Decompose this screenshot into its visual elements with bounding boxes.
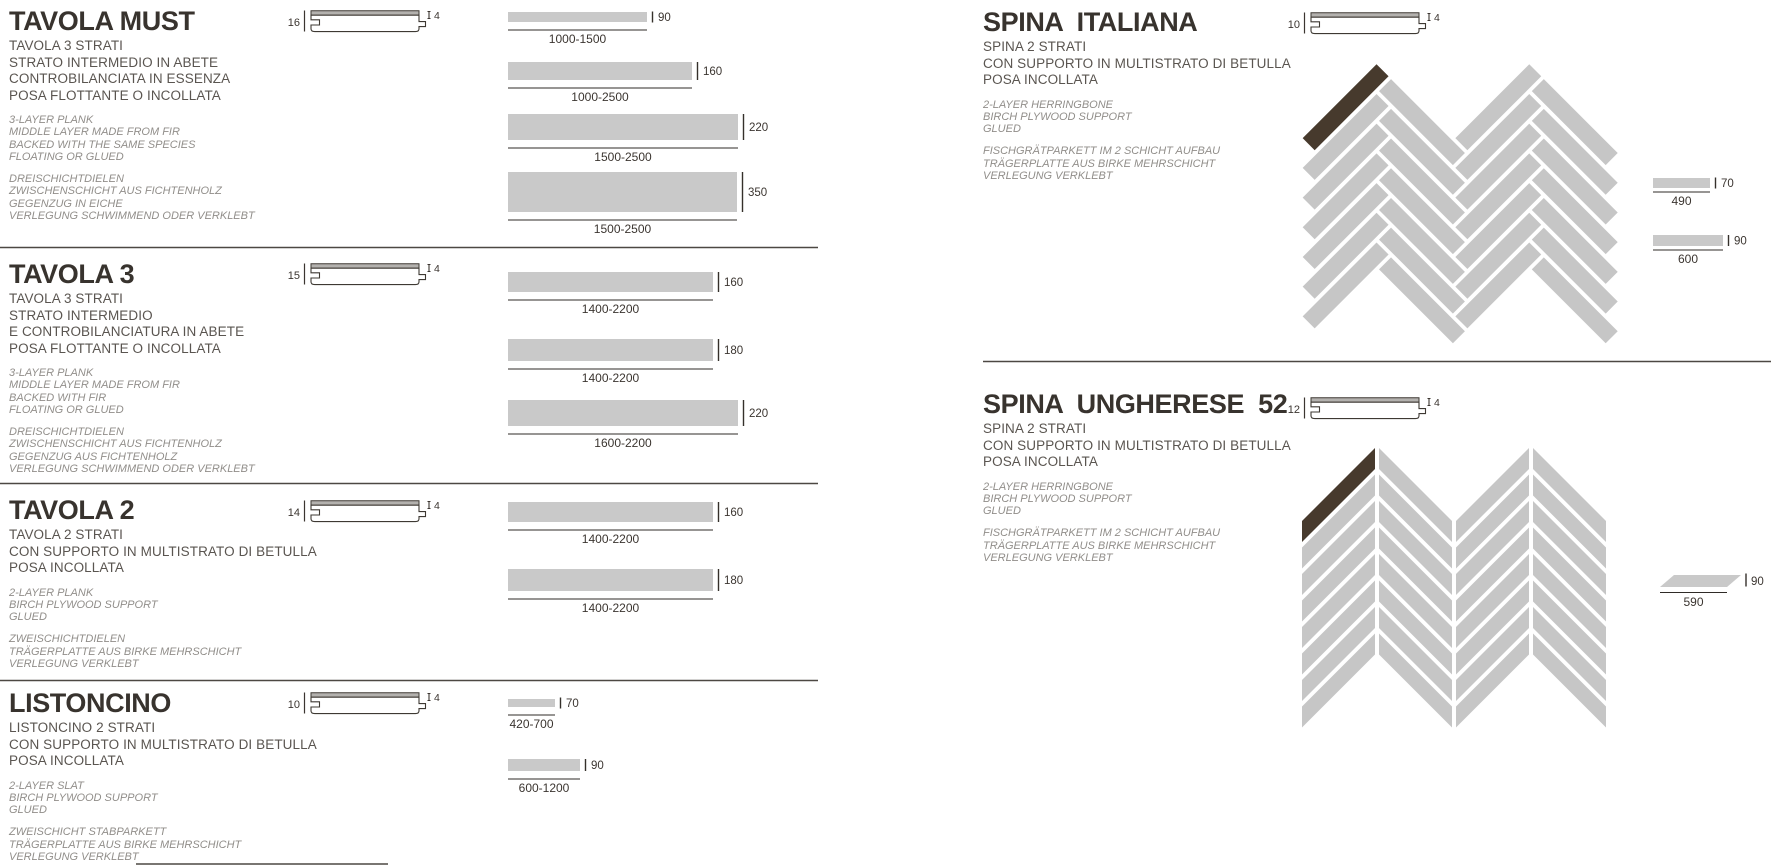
desc-line-german: FISCHGRÄTPARKETT IM 2 SCHICHT AUFBAU [983,145,1221,158]
profile-board-outline [1311,402,1426,418]
desc-line-german: VERLEGUNG SCHWIMMEND ODER VERKLEBT [9,463,255,476]
desc-line-english: 2-LAYER HERRINGBONE [983,98,1113,111]
desc-line-italian: CON SUPPORTO IN MULTISTRATO DI BETULLA [9,543,317,559]
desc-line-english: 3-LAYER PLANK [9,114,94,126]
size-plank-parallelogram [1660,575,1741,587]
size-bar [508,400,738,426]
product-title: LISTONCINO [9,688,172,718]
size-length-label: 1400-2200 [581,302,640,316]
size-bar [508,502,713,522]
desc-line-italian: POSA FLOTTANTE O INCOLLATA [9,87,221,103]
size-length-label: 1000-1500 [548,32,607,46]
desc-line-english: BIRCH PLYWOOD SUPPORT [983,492,1132,505]
desc-line-german: VERLEGUNG VERKLEBT [9,657,139,670]
desc-line-german: ZWISCHENSCHICHT AUS FICHTENHOLZ [9,185,222,198]
desc-line-german: DREISCHICHTDIELEN [9,173,124,186]
product-desc-italian [9,527,317,577]
profile-wear-layer-label: 4 [434,692,440,704]
profile-wear-layer-label: 4 [434,500,440,512]
product-title: TAVOLA 2 [9,495,135,525]
profile-thickness-label: 10 [1287,19,1300,31]
desc-line-german: TRÄGERPLATTE AUS BIRKE MEHRSCHICHT [983,539,1216,552]
section-spina-italiana [983,9,1291,182]
size-width-label: 160 [724,277,744,289]
size-length-label: 1600-2200 [594,436,652,450]
product-title: TAVOLA 3 [9,259,135,289]
desc-line-italian: POSA INCOLLATA [983,454,1098,469]
profile-wear-layer [1311,398,1419,402]
size-length-label: 600-1200 [518,781,570,795]
product-title: SPINA ITALIANA [983,7,1198,37]
desc-line-english: FLOATING OR GLUED [9,150,124,163]
profile-board-outline [311,15,426,31]
desc-line-german: GEGENZUG IN EICHE [9,197,123,210]
profile-thickness-label: 16 [287,17,300,29]
size-width-label: 350 [748,187,768,199]
profile-board-outline [311,505,426,521]
desc-line-english: 2-LAYER HERRINGBONE [983,480,1113,493]
product-desc-english [983,481,1291,518]
section-tavola-3 [9,261,255,475]
profile-wear-layer-tick [428,694,431,701]
size-length-label: 1500-2500 [593,222,652,236]
desc-line-german: VERLEGUNG SCHWIMMEND ODER VERKLEBT [9,210,255,223]
profile-thickness-label: 15 [287,270,300,282]
size-bar [1653,235,1723,246]
desc-line-italian: CON SUPPORTO IN MULTISTRATO DI BETULLA [983,437,1291,453]
profile-board-outline [1311,17,1426,33]
desc-line-english: BACKED WITH FIR [9,391,107,404]
size-width-label: 180 [724,345,744,357]
desc-line-italian: TAVOLA 3 STRATI [9,38,124,53]
profile-wear-layer-label: 4 [1434,397,1440,409]
size-bar [508,172,737,212]
product-desc-english [9,780,317,817]
size-width-label: 90 [591,760,604,772]
product-desc-italian [9,720,317,770]
desc-line-english: 3-LAYER PLANK [9,367,94,379]
desc-line-german: VERLEGUNG VERKLEBT [983,169,1113,182]
size-width-label: 220 [749,408,769,420]
desc-line-german: GEGENZUG AUS FICHTENHOLZ [9,450,178,463]
desc-line-english: GLUED [9,611,47,624]
profile-wear-layer [1311,13,1419,17]
desc-line-german: TRÄGERPLATTE AUS BIRKE MEHRSCHICHT [9,645,242,658]
desc-line-english: BIRCH PLYWOOD SUPPORT [983,110,1132,123]
size-width-label: 70 [566,698,579,710]
size-length-label: 1400-2200 [581,371,640,385]
desc-line-italian: CON SUPPORTO IN MULTISTRATO DI BETULLA [983,55,1291,71]
profile-board-outline [311,697,426,713]
product-desc-english [983,99,1291,136]
product-desc-italian [9,38,255,104]
size-width-label: 220 [749,122,769,134]
size-bar [508,62,692,80]
size-width-label: 160 [703,66,723,78]
desc-line-english: 2-LAYER PLANK [9,586,94,599]
product-desc-english [9,367,255,416]
desc-line-italian: CONTROBILANCIATA IN ESSENZA [9,71,231,86]
desc-line-german: DREISCHICHTDIELEN [9,426,124,439]
desc-line-german: TRÄGERPLATTE AUS BIRKE MEHRSCHICHT [983,157,1216,170]
desc-line-english: BIRCH PLYWOOD SUPPORT [9,791,158,804]
product-desc-german [9,173,255,222]
product-desc-german [9,826,317,863]
product-desc-german [9,633,317,670]
profile-wear-layer-tick [1428,399,1431,406]
product-title: TAVOLA MUST [9,6,195,36]
size-width-label: 70 [1721,178,1734,190]
desc-line-german: ZWEISCHICHT STABPARKETT [9,826,167,839]
product-desc-italian [983,39,1291,89]
section-listoncino [9,690,317,863]
profile-wear-layer-tick [1428,14,1431,21]
desc-line-italian: E CONTROBILANCIATURA IN ABETE [9,324,245,339]
product-title: SPINA UNGHERESE 52 [983,389,1288,419]
size-bar [508,759,580,771]
product-desc-italian [9,291,255,357]
profile-wear-layer [311,264,419,268]
size-bar [508,339,713,361]
desc-line-italian: LISTONCINO 2 STRATI [9,720,156,735]
size-bar [1653,178,1710,188]
size-bar [508,569,713,591]
desc-line-italian: SPINA 2 STRATI [983,421,1087,436]
desc-line-german: FISCHGRÄTPARKETT IM 2 SCHICHT AUFBAU [983,527,1221,540]
desc-line-italian: SPINA 2 STRATI [983,39,1087,54]
desc-line-italian: TAVOLA 2 STRATI [9,527,124,542]
profile-wear-layer-label: 4 [434,263,440,275]
product-desc-english [9,587,317,624]
profile-wear-layer [311,501,419,505]
desc-line-german: VERLEGUNG VERKLEBT [983,551,1113,564]
profile-wear-layer-tick [428,12,431,19]
size-length-label: 1400-2200 [581,532,640,546]
desc-line-italian: STRATO INTERMEDIO [9,307,153,323]
section-spina-ungherese-52 [983,391,1291,564]
size-width-label: 160 [724,507,744,519]
product-desc-german [983,527,1291,564]
desc-line-italian: TAVOLA 3 STRATI [9,291,124,306]
profile-wear-layer-tick [428,502,431,509]
size-bar [508,272,713,292]
profile-thickness-label: 12 [1287,404,1300,416]
desc-line-english: BACKED WITH THE SAME SPECIES [9,138,196,151]
desc-line-english: GLUED [9,804,47,817]
profile-wear-layer-label: 4 [1434,12,1440,24]
desc-line-italian: POSA INCOLLATA [9,560,124,575]
desc-line-english: 2-LAYER SLAT [9,779,84,792]
size-length-label: 1500-2500 [594,150,652,164]
desc-line-italian: STRATO INTERMEDIO IN ABETE [9,54,219,70]
profile-wear-layer-tick [428,265,431,272]
size-length-label: 600 [1677,252,1699,266]
size-length-label: 1000-2500 [571,90,629,104]
desc-line-german: VERLEGUNG VERKLEBT [9,850,139,863]
profile-wear-layer [311,11,419,15]
size-width-label: 90 [658,12,671,24]
desc-line-english: FLOATING OR GLUED [9,403,124,416]
section-tavola-2 [9,497,317,670]
desc-line-italian: POSA INCOLLATA [983,72,1098,87]
size-length-label: 1400-2200 [581,601,640,615]
product-desc-german [9,426,255,475]
section-tavola-must [9,8,255,222]
desc-line-german: TRÄGERPLATTE AUS BIRKE MEHRSCHICHT [9,838,242,851]
size-width-label: 180 [724,575,744,587]
size-length-label: 490 [1671,194,1692,208]
desc-line-english: MIDDLE LAYER MADE FROM FIR [9,126,180,139]
profile-thickness-label: 14 [287,507,300,519]
profile-thickness-label: 10 [287,699,300,711]
profile-wear-layer-label: 4 [434,10,440,22]
product-desc-italian [983,421,1291,471]
size-length-label: 420-700 [509,717,554,731]
desc-line-english: GLUED [983,505,1021,518]
size-length-label: 590 [1683,595,1704,609]
size-width-label: 90 [1751,576,1764,588]
desc-line-english: BIRCH PLYWOOD SUPPORT [9,598,158,611]
profile-board-outline [311,268,426,284]
desc-line-english: GLUED [983,123,1021,136]
product-desc-german [983,145,1291,182]
desc-line-italian: POSA FLOTTANTE O INCOLLATA [9,340,221,356]
size-width-label: 90 [1734,235,1747,248]
desc-line-german: ZWISCHENSCHICHT AUS FICHTENHOLZ [9,438,222,451]
size-bar [508,699,555,707]
profile-wear-layer [311,693,419,697]
desc-line-english: MIDDLE LAYER MADE FROM FIR [9,379,180,392]
size-bar [508,12,647,22]
size-bar [508,114,738,140]
desc-line-italian: POSA INCOLLATA [9,753,124,768]
desc-line-german: ZWEISCHICHTDIELEN [9,633,126,646]
product-desc-english [9,114,255,163]
desc-line-italian: CON SUPPORTO IN MULTISTRATO DI BETULLA [9,736,317,752]
